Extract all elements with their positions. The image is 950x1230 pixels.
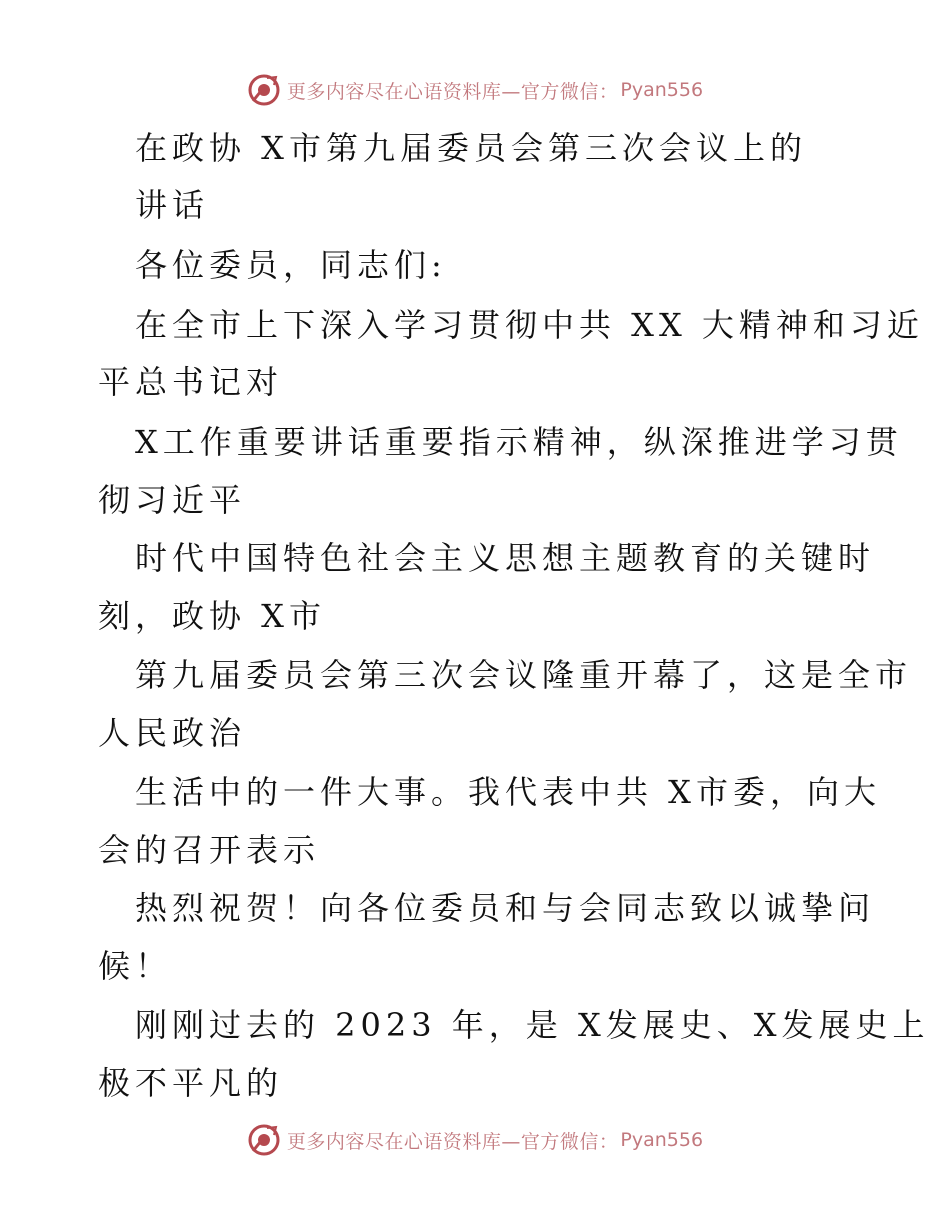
paragraph-line: 热烈祝贺！向各位委员和与会同志致以诚挚问	[135, 889, 876, 927]
brand-logo-icon	[247, 1123, 281, 1157]
document-title-line-2: 讲话	[135, 186, 210, 224]
paragraph-line: 在全市上下深入学习贯彻中共 XX 大精神和习近	[135, 306, 924, 344]
watermark-footer	[0, 1120, 950, 1160]
watermark-header	[0, 70, 950, 110]
paragraph-line: X工作重要讲话重要指示精神，纵深推进学习贯	[135, 423, 903, 461]
watermark-wechat-id: Pyan556	[620, 1129, 704, 1151]
document-title-line-1: 在政协 X市第九届委员会第三次会议上的	[135, 129, 807, 167]
paragraph-line: 人民政治	[98, 714, 247, 752]
salutation: 各位委员，同志们:	[135, 246, 447, 284]
watermark-wechat-id: Pyan556	[620, 79, 704, 101]
paragraph-line: 时代中国特色社会主义思想主题教育的关键时	[135, 539, 876, 577]
watermark-text: 更多内容尽在心语资料库—官方微信：	[286, 80, 619, 103]
paragraph-line: 彻习近平	[98, 481, 247, 519]
paragraph-line: 会的召开表示	[98, 831, 321, 869]
paragraph-line: 极不平凡的	[98, 1064, 284, 1102]
paragraph-line: 平总书记对	[98, 363, 284, 401]
brand-logo-icon	[247, 73, 281, 107]
paragraph-line: 刻，政协 X市	[98, 597, 326, 635]
paragraph-line: 生活中的一件大事。我代表中共 X市委，向大	[135, 773, 881, 811]
paragraph-line: 候！	[98, 947, 173, 985]
watermark-text: 更多内容尽在心语资料库—官方微信：	[286, 1130, 619, 1153]
paragraph-line: 刚刚过去的 2023 年，是 X发展史、X发展史上	[135, 1006, 930, 1044]
paragraph-line: 第九届委员会第三次会议隆重开幕了，这是全市	[135, 656, 913, 694]
